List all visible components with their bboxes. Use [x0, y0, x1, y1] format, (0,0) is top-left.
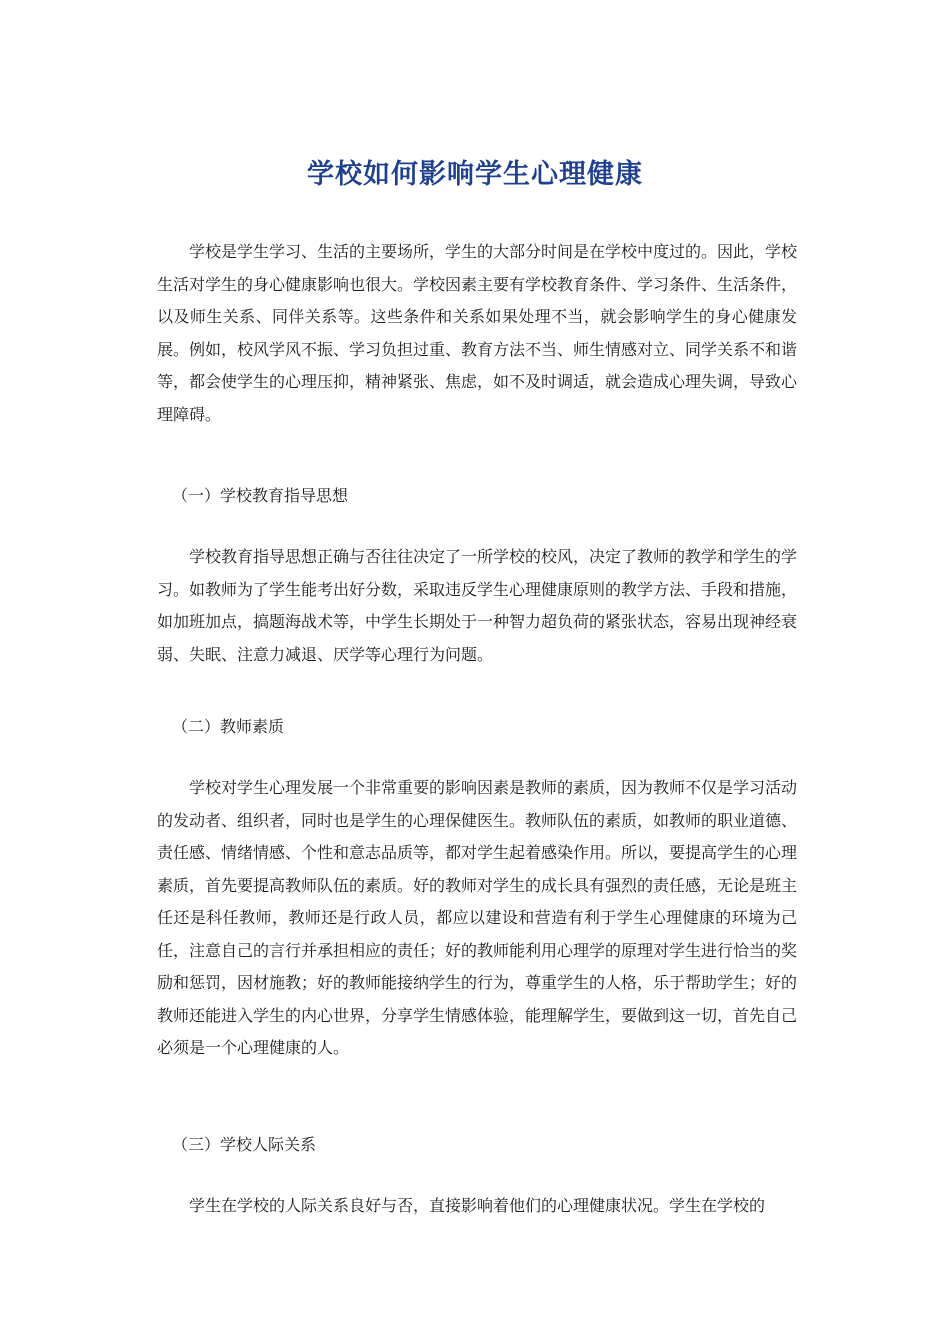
- document-title: 学校如何影响学生心理健康: [307, 159, 643, 190]
- section-body-1: 学校教育指导思想正确与否往往决定了一所学校的校风，决定了教师的教学和学生的学习。如教师为了学生能考出好分数，采取违反学生心理健康原则的教学方法、手段和措施，如加班加点，搞题海战术等，中学生长期处于一种智力超负荷的紧张状态，容易出现神经衰弱、失眠、注意力减退、厌学等心理行为问题。: [157, 547, 798, 664]
- section-body-3: 学生在学校的人际关系良好与否，直接影响着他们的心理健康状况。学生在学校的: [189, 1196, 766, 1215]
- intro-paragraph: 学校是学生学习、生活的主要场所，学生的大部分时间是在学校中度过的。因此，学校生活对学生的身心健康影响也很大。学校因素主要有学校教育条件、学习条件、生活条件，以及师生关系、同伴关系等。这些条件和关系如果处理不当，就会影响学生的身心健康发展。例如，校风学风不振、学习负担过重、教育方法不当、师生情感对立、同学关系不和谐等，都会使学生的心理压抑，精神紧张、焦虑，如不及时调适，就会造成心理失调，导致心理障碍。: [157, 242, 798, 424]
- section-heading-1: （一）学校教育指导思想: [172, 486, 349, 505]
- section-heading-3: （三）学校人际关系: [172, 1135, 317, 1154]
- section-body-2: 学校对学生心理发展一个非常重要的影响因素是教师的素质，因为教师不仅是学习活动的发动者、组织者，同时也是学生的心理保健医生。教师队伍的素质，如教师的职业道德、责任感、情绪情感、个性和意志品质等，都对学生起着感染作用。所以，要提高学生的心理素质，首先要提高教师队伍的素质。好的教师对学生的成长具有强烈的责任感，无论是班主任还是科任教师，教师还是行政人员，都应以建设和营造有利于学生心理健康的环境为己任，注意自己的言行并承担相应的责任；好的教师能利用心理学的原理对学生进行恰当的奖励和惩罚，因材施教；好的教师能接纳学生的行为，尊重学生的人格，乐于帮助学生；好的教师还能进入学生的内心世界，分享学生情感体验，能理解学生，要做到这一切，首先自己必须是一个心理健康的人。: [157, 778, 798, 1057]
- section-heading-2: （二）教师素质: [172, 717, 285, 736]
